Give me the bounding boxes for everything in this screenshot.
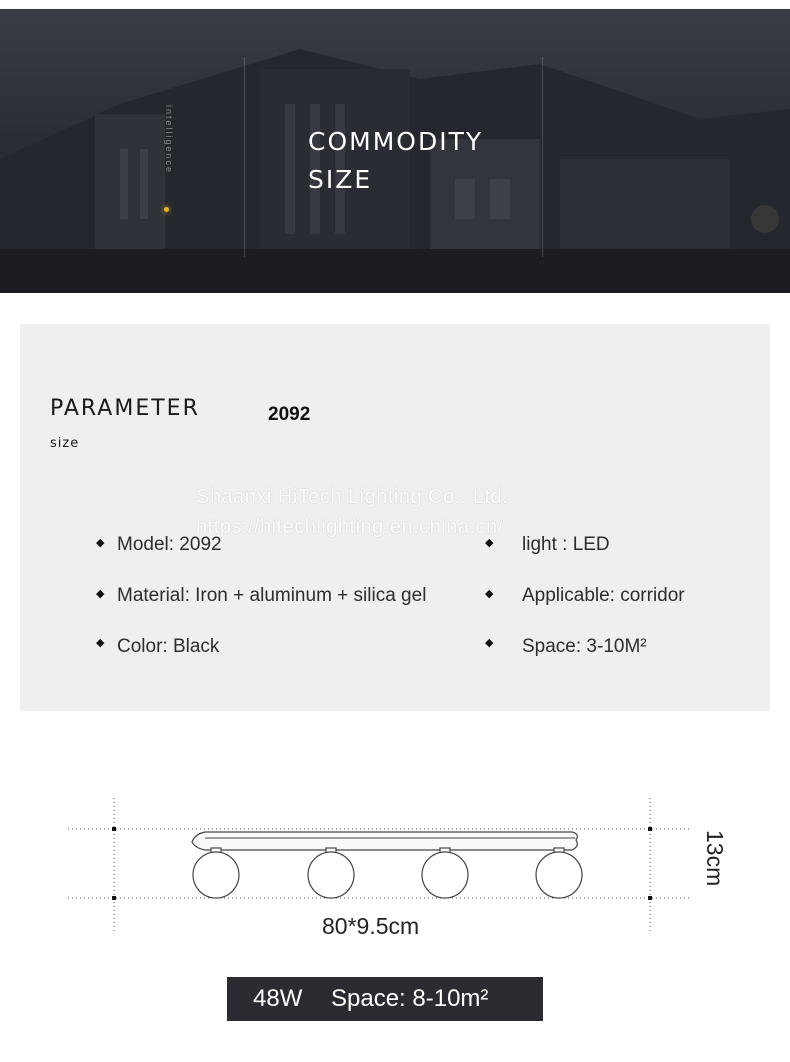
hero-banner bbox=[0, 9, 790, 293]
power-label: 48W bbox=[253, 985, 303, 1012]
divider-line bbox=[542, 57, 543, 257]
accent-dot bbox=[164, 207, 169, 212]
power-space-bar bbox=[227, 977, 543, 1021]
space-label: Space: 8-10m² bbox=[331, 985, 489, 1012]
model-number: 2092 bbox=[268, 404, 311, 425]
spec-applicable: Applicable: corridor bbox=[522, 585, 685, 606]
hero-title bbox=[308, 123, 483, 199]
spec-space: Space: 3-10M² bbox=[522, 636, 647, 657]
spec-material: Material: Iron + aluminum + silica gel bbox=[117, 585, 427, 606]
diamond-bullet-icon: ◆ bbox=[485, 637, 494, 649]
watermark-company: Shaanxi HiTech Lighting Co., Ltd. bbox=[196, 486, 509, 508]
hero-title-line2: SIZE bbox=[308, 165, 373, 194]
diamond-bullet-icon: ◆ bbox=[96, 588, 105, 600]
spec-model: Model: 2092 bbox=[117, 534, 222, 555]
divider-line bbox=[244, 57, 245, 257]
parameter-title: PARAMETER bbox=[50, 396, 200, 421]
width-dimension-label: 80*9.5cm bbox=[322, 913, 420, 939]
spec-light: light : LED bbox=[522, 534, 610, 555]
diamond-bullet-icon: ◆ bbox=[96, 637, 105, 649]
guide-lines bbox=[68, 798, 692, 932]
spec-color: Color: Black bbox=[117, 636, 220, 657]
hero-title-line1: COMMODITY bbox=[308, 127, 484, 156]
diamond-bullet-icon: ◆ bbox=[485, 537, 494, 549]
diamond-bullet-icon: ◆ bbox=[96, 537, 105, 549]
parameter-panel bbox=[20, 324, 770, 711]
diamond-bullet-icon: ◆ bbox=[485, 588, 494, 600]
lamp-drawing bbox=[192, 832, 582, 898]
height-dimension-label: 13cm bbox=[702, 830, 728, 887]
watermark-url: https://hitechlighting.en.china.cn/ bbox=[196, 516, 504, 538]
side-label: intelligence bbox=[164, 105, 174, 175]
parameter-subtitle: size bbox=[50, 436, 80, 451]
